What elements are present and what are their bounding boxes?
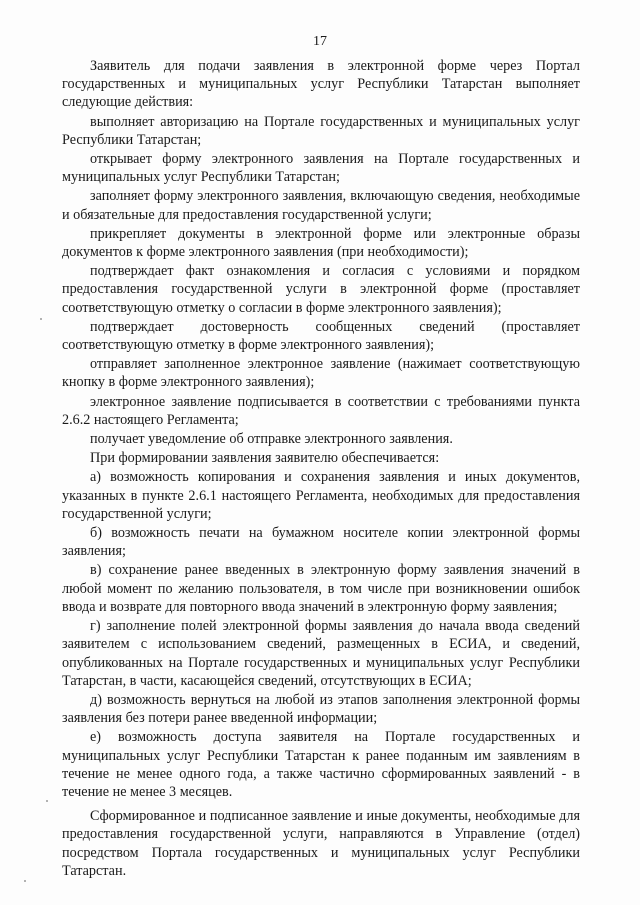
paragraph: б) возможность печати на бумажном носителе копии электронной формы заявления; [62,525,580,560]
paragraph: в) сохранение ранее введенных в электронную форму заявления значений в любой момент по желанию пользователя, в том числе при возникновении ошибок ввода и возврате для повторного ввода значений в электронную форму заявления; [62,562,580,615]
paragraph: отправляет заполненное электронное заявление (нажимает соответствующую кнопку в форме электронного заявления); [62,356,580,391]
paragraph: е) возможность доступа заявителя на Портале государственных и муниципальных услуг Республики Татарстан к ранее поданным им заявлениям в течение не менее одного года, а также частично сформированных заявлений - в течение не менее 3 месяцев. [62,729,580,800]
paragraph: прикрепляет документы в электронной форме или электронные образы документов к форме электронного заявления (при необходимости); [62,225,580,261]
paragraph: Заявитель для подачи заявления в электронной форме через Портал государственных и муниципальных услуг Республики Татарстан выполняет следующие действия: [62,58,580,111]
paragraph: подтверждает достоверность сообщенных сведений (проставляет соответствующую отметку в форме электронного заявления); [62,318,580,354]
paragraph: открывает форму электронного заявления на Портале государственных и муниципальных услуг Республики Татарстан; [62,151,580,186]
paragraph: подтверждает факт ознакомления и согласия с условиями и порядком предоставления государственной услуги в электронной форме (проставляет соответствующую отметку о согласии в форме электронного заявления); [62,263,580,316]
paragraph: При формировании заявления заявителю обеспечивается: [90,450,440,467]
scan-speck [46,800,48,802]
scan-speck [40,318,42,320]
paragraph: получает уведомление об отправке электронного заявления. [90,431,453,448]
paragraph: электронное заявление подписывается в соответствии с требованиями пункта 2.6.2 настоящего Регламента; [62,393,580,428]
paragraph: г) заполнение полей электронной формы заявления до начала ввода сведений заявителем с использованием сведений, размещенных в ЕСИА, и сведений, опубликованных на Портале государственных и муниципальных услуг Республики Татарстан, в части, касающейся сведений, отсутствующих в ЕСИА; [62,618,580,689]
paragraph: заполняет форму электронного заявления, включающую сведения, необходимые и обязательные для предоставления государственной услуги; [62,188,580,223]
paragraph: выполняет авторизацию на Портале государственных и муниципальных услуг Республики Татарстан; [62,113,580,148]
paragraph: д) возможность вернуться на любой из этапов заполнения электронной формы заявления без потери ранее введенной информации; [62,691,580,727]
paragraph: Сформированное и подписанное заявление и иные документы, необходимые для предоставления государственной услуги, направляются в Управление (отдел) посредством Портала государственных и муниципальных услуг Республики Татарстан. [62,808,580,879]
scan-speck [24,880,26,882]
document-body [62,57,580,880]
page-number: 17 [313,34,327,49]
paragraph: а) возможность копирования и сохранения заявления и иных документов, указанных в пункте 2.6.1 настоящего Регламента, необходимых для предоставления государственной услуги; [62,469,580,522]
